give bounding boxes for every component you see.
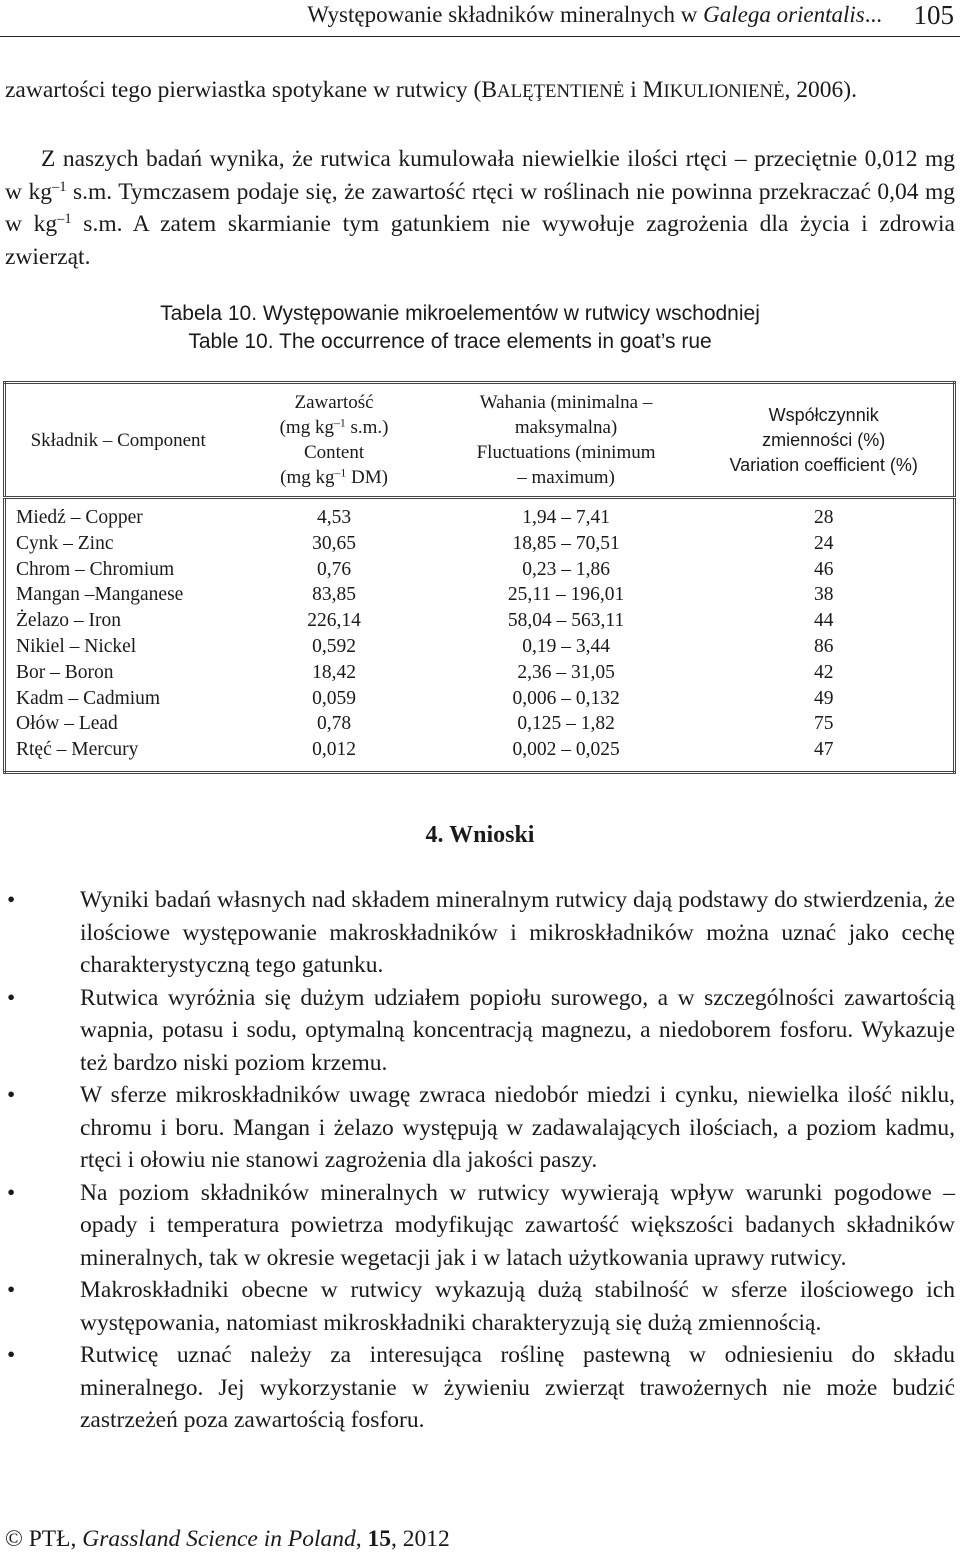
table-row [5, 582, 955, 608]
p1-text-c: , 2006). [784, 77, 857, 103]
conclusion-text: Makroskładniki obecne w rutwicy wykazują dużą stabilność w sferze ilościowego ich występowania, natomiast mikroskładniki charakteryzują się dużą zmiennością. [80, 1277, 955, 1336]
cell-cv: 75 [813, 713, 834, 735]
cell-component: Kadm – Cadmium [16, 687, 161, 709]
footer [5, 1526, 450, 1553]
cell-component: Chrom – Chromium [16, 558, 175, 580]
cell-content: 0,76 [316, 558, 352, 580]
p2-text-b: s.m. Tymczasem podaje się, że zawartość rtęci w roślinach nie powinna przekraczać 0,04 mg w kg [5, 178, 955, 237]
table-caption-pl: Tabela 10. Występowanie mikroelementów w rutwicy wschodniej [160, 302, 760, 325]
cell-content: 226,14 [307, 610, 361, 632]
cell-cv: 24 [813, 532, 834, 554]
header-var-line-3: Variation coefficient (%) [729, 454, 918, 475]
footer-sep: , [355, 1526, 368, 1552]
running-title [307, 2, 882, 28]
conclusion-text: W sferze mikroskładników uwagę zwraca niedobór miedzi i cynku, niewielka ilość niklu, chromu i boru. Mangan i żelazo występują w zadawalających ilościach, a poziom kadmu, rtęci i ołowiu nie stanowi zagrożenia dla jakości paszy. [80, 1082, 955, 1173]
table-caption-en: Table 10. The occurrence of trace elements in goat’s rue [188, 330, 712, 353]
cell-range: 0,125 – 1,82 [517, 713, 615, 735]
conclusion-item [5, 1274, 955, 1339]
header-content-exponent-1: –1 [333, 416, 346, 430]
conclusion-text: Wyniki badań własnych nad składem mineralnym rutwicy dają podstawy do stwierdzenia, że ilościowe występowanie makroskładników i mikroskładników można uznać jako cechę charakterystyczną tego gatunku. [80, 887, 955, 978]
header-content-unit-c: (mg kg [280, 467, 335, 488]
header-content-unit-a: (mg kg [279, 417, 334, 438]
table-row [5, 608, 955, 634]
header-content-unit-b: s.m.) [345, 417, 389, 438]
header-var-line-1: Współczynnik [768, 404, 879, 425]
header-content [230, 383, 437, 498]
footer-journal: Grassland Science in Poland [82, 1526, 356, 1552]
running-head [0, 0, 960, 37]
section-title: 4. Wnioski [425, 822, 535, 848]
cell-component: Mangan –Manganese [16, 584, 184, 606]
cell-content: 30,65 [312, 532, 356, 554]
header-content-line-2 [234, 415, 433, 440]
cell-content: 0,592 [312, 635, 356, 657]
conclusion-text: Na poziom składników mineralnych w rutwicy wywierają wpływ warunki pogodowe – opady i temperatura powietrza modyfikując zawartość większości badanych składników mineralnych, tak w okresie wegetacji jak i w latach użytkowania uprawy rutwicy. [80, 1179, 955, 1271]
cell-content: 0,059 [312, 687, 356, 709]
header-content-unit-d: DM) [346, 467, 388, 488]
running-title-text: Występowanie składników mineralnych w [307, 2, 704, 27]
table-row [5, 686, 955, 712]
table-row [5, 557, 955, 583]
p2-text-c: s.m. A zatem skarmianie tym gatunkiem nie wywołuje zagrożenia dla życia i zdrowia zwierząt. [5, 211, 955, 270]
header-component: Składnik – Component [5, 383, 231, 498]
conclusion-item [5, 1339, 955, 1437]
p1-text-a: zawartości tego pierwiastka spotykane w rutwicy (B [5, 77, 498, 103]
intro-paragraph-2 [5, 143, 955, 273]
cell-component: Ołów – Lead [16, 713, 118, 735]
bullet-icon: • [7, 984, 16, 1011]
cell-component: Miedź – Copper [16, 507, 143, 528]
cell-cv: 38 [813, 584, 834, 606]
bullet-icon: • [7, 887, 16, 913]
table-row [5, 711, 955, 737]
header-var-line-2: zmienności (%) [762, 429, 886, 450]
header-variation [694, 383, 954, 498]
conclusion-item [5, 1177, 955, 1275]
header-fluct-line-3: Fluctuations (minimum [476, 442, 656, 463]
conclusion-item [5, 1079, 955, 1177]
cell-range: 1,94 – 7,41 [522, 507, 610, 528]
header-fluct-line-1: Wahania (minimalna – [479, 392, 653, 413]
cell-cv: 28 [813, 507, 834, 528]
cell-content: 0,012 [312, 739, 356, 761]
page-number: 105 [913, 0, 954, 30]
table-row [5, 498, 955, 531]
intro-paragraph-1 [5, 74, 955, 109]
header-content-exponent-2: –1 [334, 466, 347, 480]
cell-content: 0,78 [316, 713, 352, 735]
cell-range: 0,006 – 0,132 [512, 687, 620, 709]
cell-range: 0,23 – 1,86 [522, 558, 610, 580]
cell-component: Nikiel – Nickel [16, 635, 137, 657]
cell-cv: 44 [813, 610, 834, 632]
cell-content: 4,53 [316, 507, 352, 528]
conclusion-text: Rutwica wyróżnia się dużym udziałem popiołu surowego, a w szczególności zawartością wapnia, potasu i sodu, optymalną koncentracją magnezu, a niedoborem fosforu. Wykazuje też bardzo niski poziom krzemu. [80, 984, 955, 1076]
running-title-ellipsis: ... [864, 2, 882, 27]
cell-cv: 86 [813, 635, 834, 657]
table-caption [0, 300, 960, 356]
conclusions-list [5, 884, 955, 1437]
header-fluct-line-2: maksymalna) [514, 417, 618, 438]
conclusion-item [5, 884, 955, 982]
table-row [5, 737, 955, 772]
footer-year: , 2012 [391, 1526, 450, 1552]
cell-component: Cynk – Zinc [16, 532, 114, 554]
bullet-icon: • [7, 1342, 16, 1368]
running-title-species: Galega orientalis [703, 2, 865, 27]
footer-copyright: © PTŁ, [5, 1526, 83, 1552]
bullet-icon: • [7, 1082, 16, 1108]
header-fluctuations [438, 383, 695, 498]
header-fluct-line-4: – maximum) [517, 467, 615, 488]
p2-exponent-2: –1 [57, 211, 72, 227]
cell-range: 0,19 – 3,44 [522, 635, 610, 657]
header-content-line-3: Content [303, 442, 365, 463]
table-row [5, 660, 955, 686]
cell-component: Bor – Boron [16, 661, 114, 683]
bullet-icon: • [7, 1277, 16, 1303]
p1-text-b: i M [624, 77, 664, 103]
cell-cv: 49 [813, 687, 834, 709]
p2-exponent-1: –1 [51, 178, 67, 195]
table-row [5, 531, 955, 557]
p1-author-2: IKULIONIENĖ [663, 81, 785, 102]
conclusion-text: Rutwicę uznać należy za interesująca roślinę pastewną w odniesieniu do składu mineralnego. Jej wykorzystanie w żywieniu zwierząt trawożernych nie może budzić zastrzeżeń poza zawartością fosforu. [80, 1342, 955, 1433]
cell-cv: 46 [813, 558, 834, 580]
cell-content: 18,42 [312, 661, 356, 683]
cell-range: 18,85 – 70,51 [512, 532, 620, 554]
table-header-row [5, 383, 955, 498]
cell-component: Rtęć – Mercury [16, 739, 139, 761]
table-row [5, 634, 955, 660]
cell-range: 25,11 – 196,01 [507, 584, 625, 606]
cell-range: 58,04 – 563,11 [507, 610, 625, 632]
trace-elements-table [3, 381, 956, 774]
cell-range: 2,36 – 31,05 [517, 661, 615, 683]
footer-volume: 15 [367, 1526, 391, 1552]
bullet-icon: • [7, 1179, 16, 1206]
cell-cv: 47 [813, 739, 834, 761]
p1-author-1: ALĘŢENTIENĖ [497, 81, 625, 102]
cell-cv: 42 [813, 661, 834, 683]
header-content-line-4 [234, 465, 433, 490]
cell-content: 83,85 [312, 584, 356, 606]
conclusion-item [5, 982, 955, 1080]
header-content-line-1: Zawartość [294, 392, 374, 413]
cell-component: Żelazo – Iron [16, 610, 122, 632]
p2-text-a: Z naszych badań wynika, że rutwica kumulowała niewielkie ilości rtęci – przeciętnie 0,012 mg w kg [5, 146, 955, 205]
cell-range: 0,002 – 0,025 [512, 739, 620, 761]
